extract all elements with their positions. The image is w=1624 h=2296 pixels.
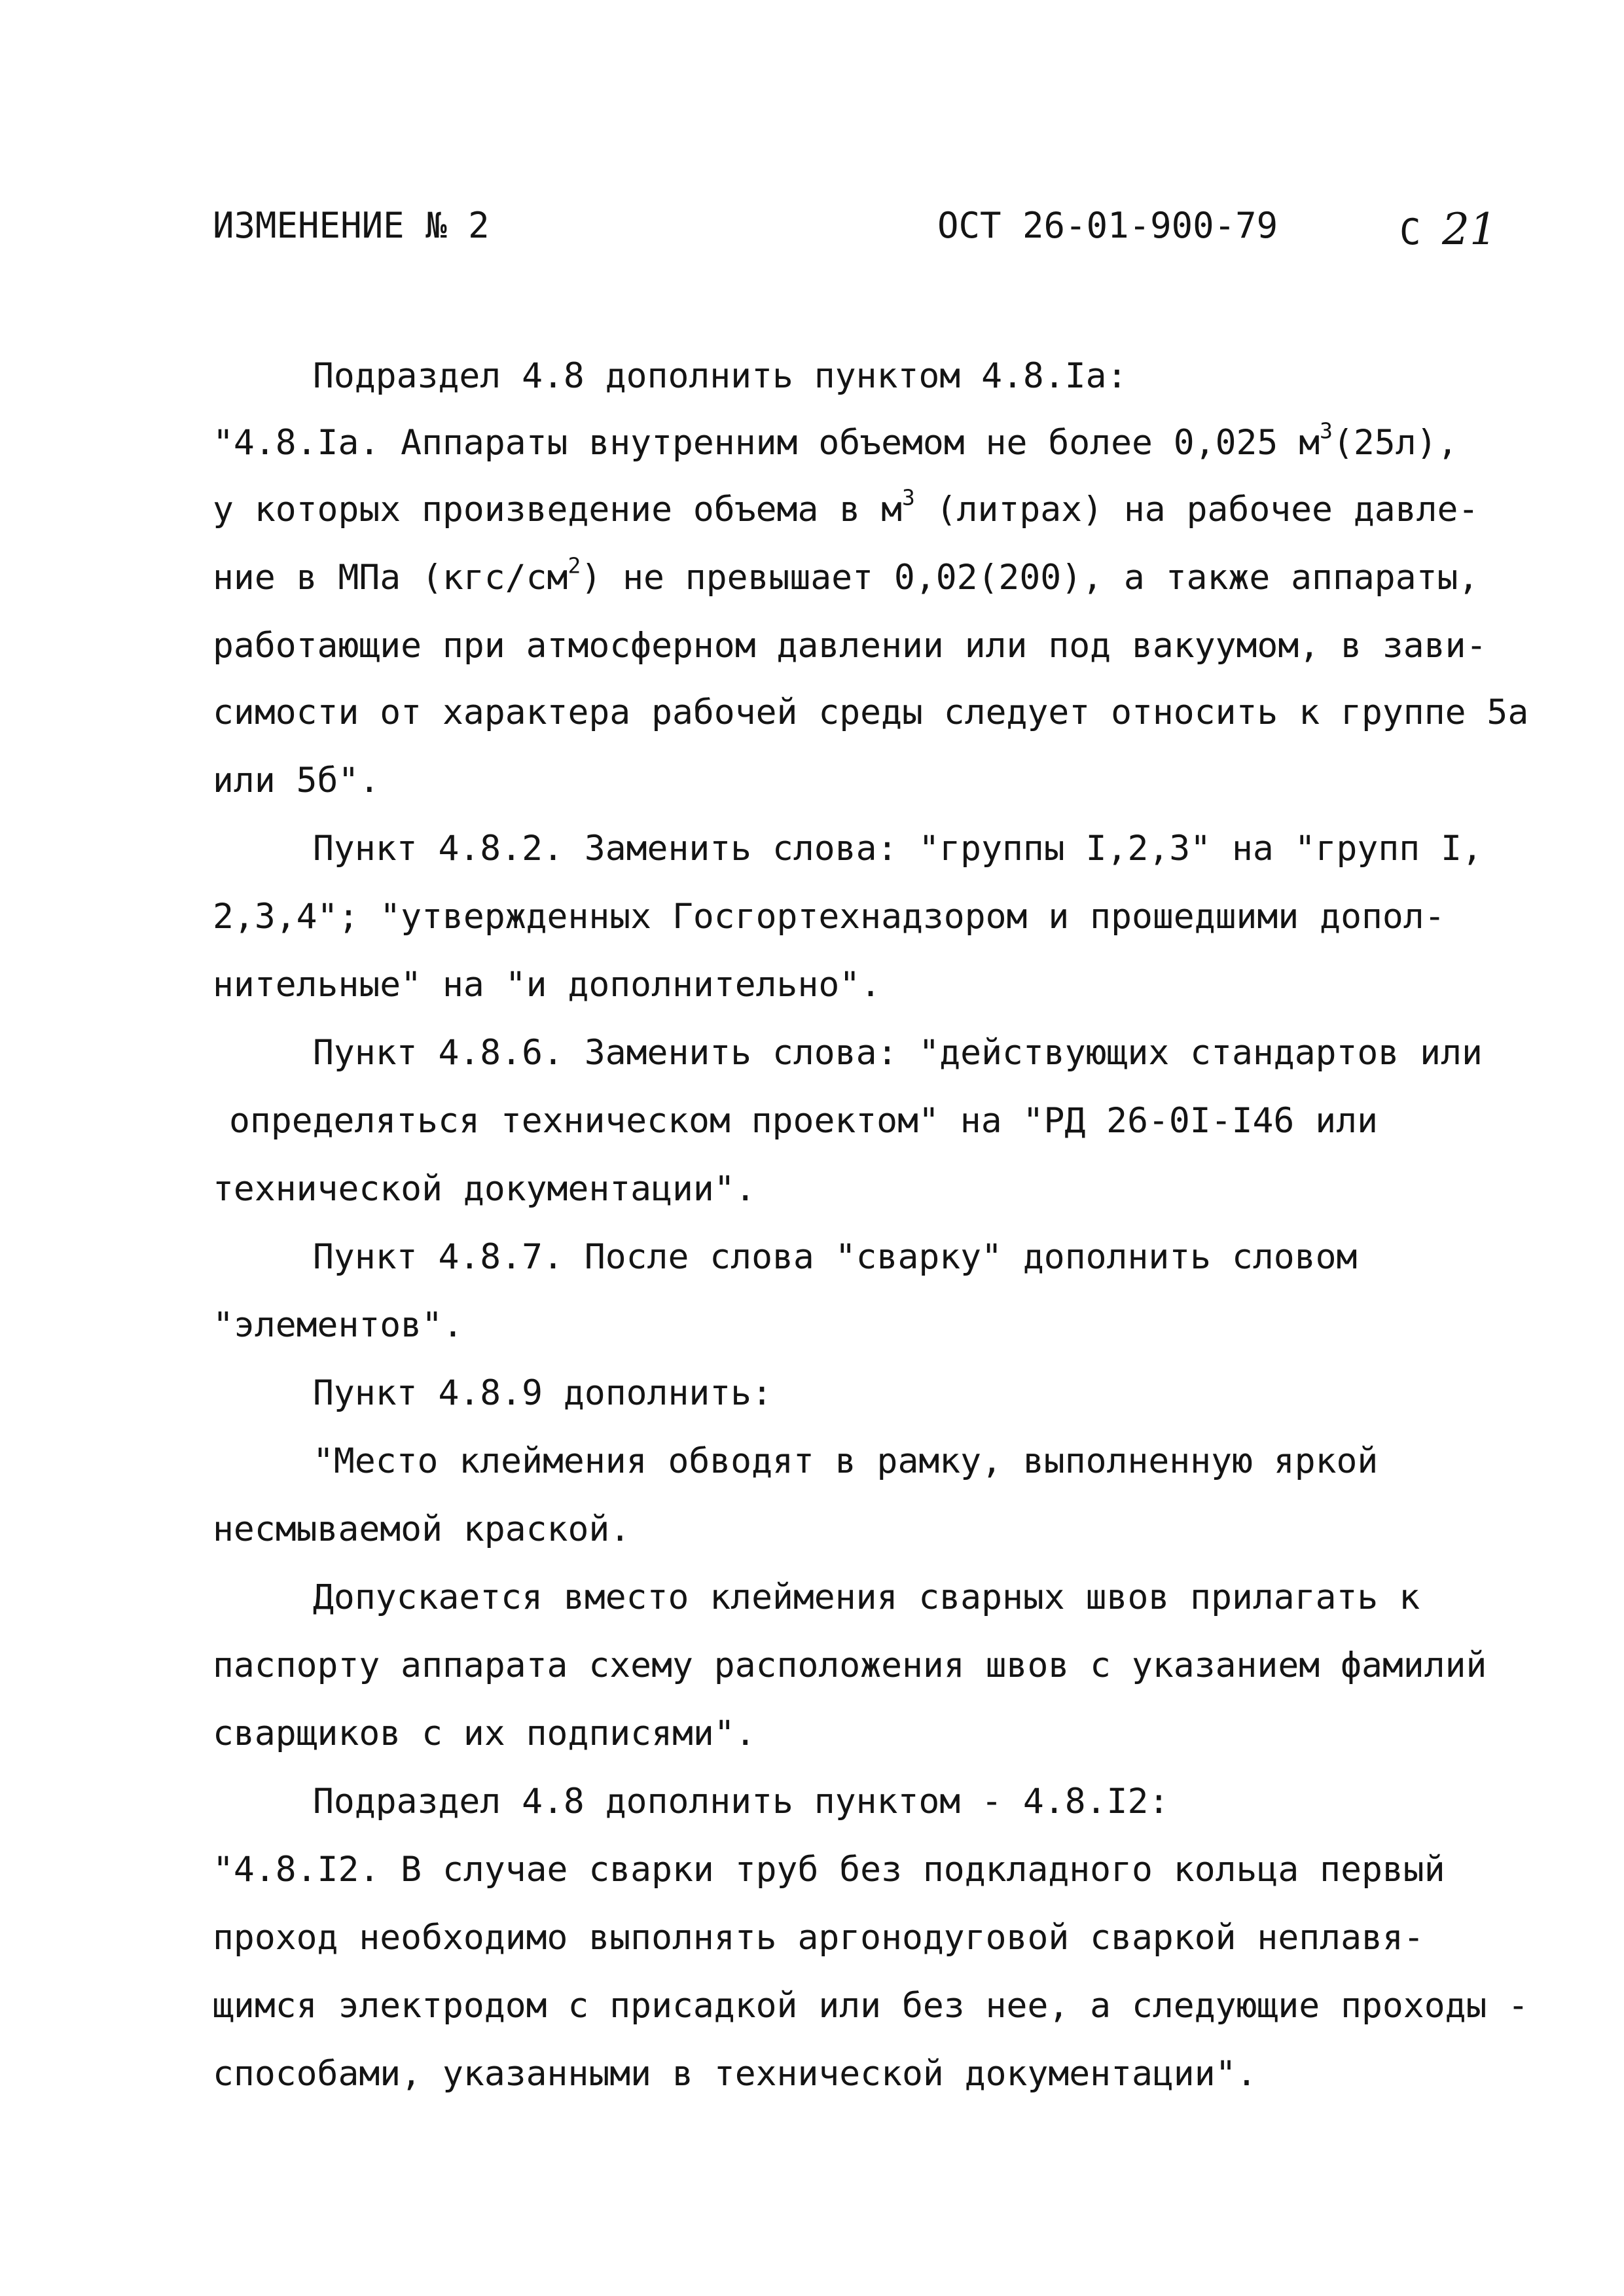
standard-designation: ОСТ 26-01-900-79: [937, 205, 1278, 246]
body-line: симости от характера рабочей среды следует относить к группе 5а: [213, 692, 1529, 732]
body-line: способами, указанными в технической документации".: [213, 2054, 1257, 2094]
body-line: работающие при атмосферном давлении или под вакуумом, в зави-: [213, 626, 1487, 666]
page-number-value: 21: [1442, 204, 1498, 255]
body-line: проход необходимо выполнять аргонодуговой сваркой неплавя-: [213, 1918, 1424, 1958]
body-line: "4.8.I2. В случае сварки труб без подкладного кольца первый: [213, 1850, 1445, 1890]
body-line: технической документации".: [213, 1169, 756, 1209]
body-line: Пункт 4.8.2. Заменить слова: "группы I,2,3" на "групп I,: [313, 829, 1483, 869]
body-line: Пункт 4.8.6. Заменить слова: "действующих стандартов или: [313, 1033, 1483, 1073]
body-line: Пункт 4.8.7. После слова "сварку" дополнить словом: [313, 1237, 1358, 1277]
body-line: Подраздел 4.8 дополнить пунктом - 4.8.I2:: [313, 1782, 1170, 1821]
body-line: у которых произведение объема в $м^3$ (литрах) на рабочее давле-: [213, 484, 1479, 529]
body-line: сварщиков с их подписями".: [213, 1713, 756, 1753]
body-line: Подраздел 4.8 дополнить пунктом 4.8.Iа:: [313, 356, 1128, 396]
body-line: "Место клеймения обводят в рамку, выполненную яркой: [313, 1441, 1379, 1481]
body-line: Пункт 4.8.9 дополнить:: [313, 1373, 772, 1413]
change-number-heading: ИЗМЕНЕНИЕ № 2: [213, 205, 490, 246]
body-line: Допускается вместо клеймения сварных швов прилагать к: [313, 1577, 1420, 1617]
body-line: 2,3,4"; "утвержденных Госгортехнадзором и прошедшими допол-: [213, 897, 1445, 937]
body-line: ние в МПа $(кгс/см^2)$ не превышает 0,02(200), а также аппараты,: [213, 552, 1479, 598]
body-line: щимся электродом с присадкой или без нее, а следующие проходы -: [213, 1986, 1529, 2026]
body-line: несмываемой краской.: [213, 1509, 631, 1549]
page-prefix: С: [1399, 211, 1421, 253]
body-line: "элементов".: [213, 1305, 463, 1345]
body-line: определяться техническом проектом" на "РД 26-0I-I46 или: [229, 1101, 1378, 1141]
page-number: [1399, 204, 1498, 255]
body-line: "4.8.Iа. Аппараты внутренним объемом не более 0,025 $м^3(25л)$,: [213, 418, 1458, 463]
body-line: паспорту аппарата схему расположения швов с указанием фамилий: [213, 1645, 1487, 1685]
body-line: или 5б".: [213, 761, 380, 800]
body-line: нительные" на "и дополнительно".: [213, 965, 882, 1005]
